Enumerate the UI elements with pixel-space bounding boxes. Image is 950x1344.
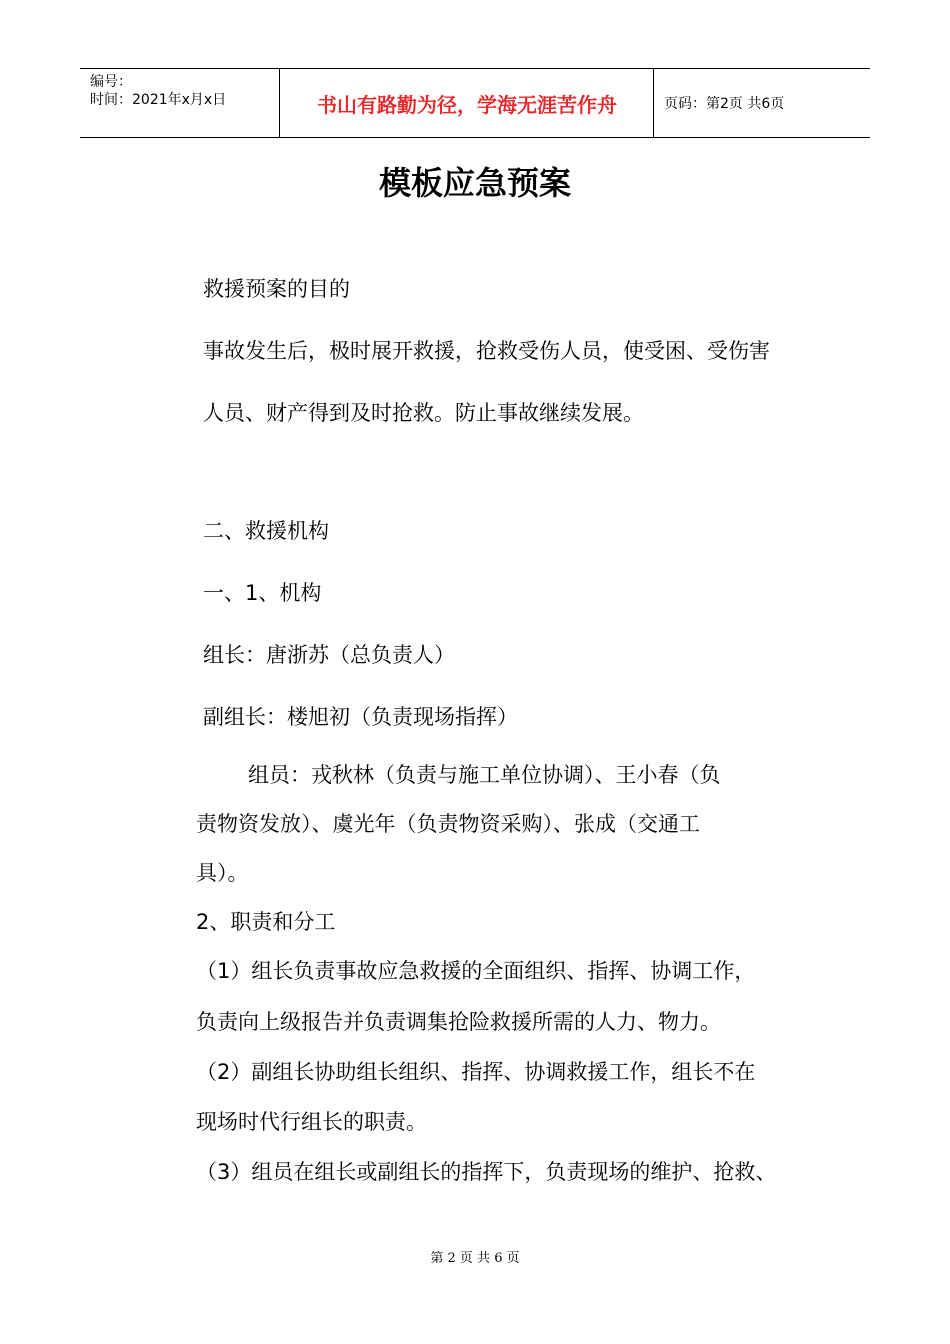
body-line: 责物资发放）、虞光年（负责物资采购）、张成（交通工 [196,812,700,836]
header-page-info: 页码：第2页 共6页 [664,96,785,112]
body-line: 现场时代行组长的职责。 [196,1110,427,1134]
body-line: 人员、财产得到及时抢救。防止事故继续发展。 [203,401,644,425]
page-footer: 第 2 页 共 6 页 [430,1251,520,1266]
body-line: （1）组长负责事故应急救援的全面组织、指挥、协调工作， [196,959,756,983]
page-header [80,68,870,138]
body-line: 组长：唐浙苏（总负责人） [203,643,455,667]
body-line: （3）组员在组长或副组长的指挥下，负责现场的维护、抢救、 [196,1160,777,1184]
body-line: 副组长：楼旭初（负责现场指挥） [203,705,518,729]
document-title: 模板应急预案 [378,164,571,202]
body-line: 事故发生后，极时展开救援，抢救受伤人员，使受困、受伤害 [203,339,770,363]
body-line: （2）副组长协助组长组织、指挥、协调救援工作，组长不在 [196,1060,756,1084]
body-line: 负责向上级报告并负责调集抢险救援所需的人力、物力。 [196,1010,721,1034]
body-line: 一、1、机构 [203,581,322,605]
header-motto: 书山有路勤为径，学海无涯苦作舟 [281,69,654,137]
body-line: 具）。 [196,861,249,885]
section-heading: 二、救援机构 [203,519,329,543]
body-line: 救援预案的目的 [203,277,350,301]
document-time: 时间：2021年x月x日 [90,92,227,108]
document-number-label: 编号： [90,74,132,90]
header-meta [80,69,280,137]
body-line: 组员：戎秋林（负责与施工单位协调）、王小春（负 [248,763,721,787]
section-heading: 2、职责和分工 [196,910,336,934]
